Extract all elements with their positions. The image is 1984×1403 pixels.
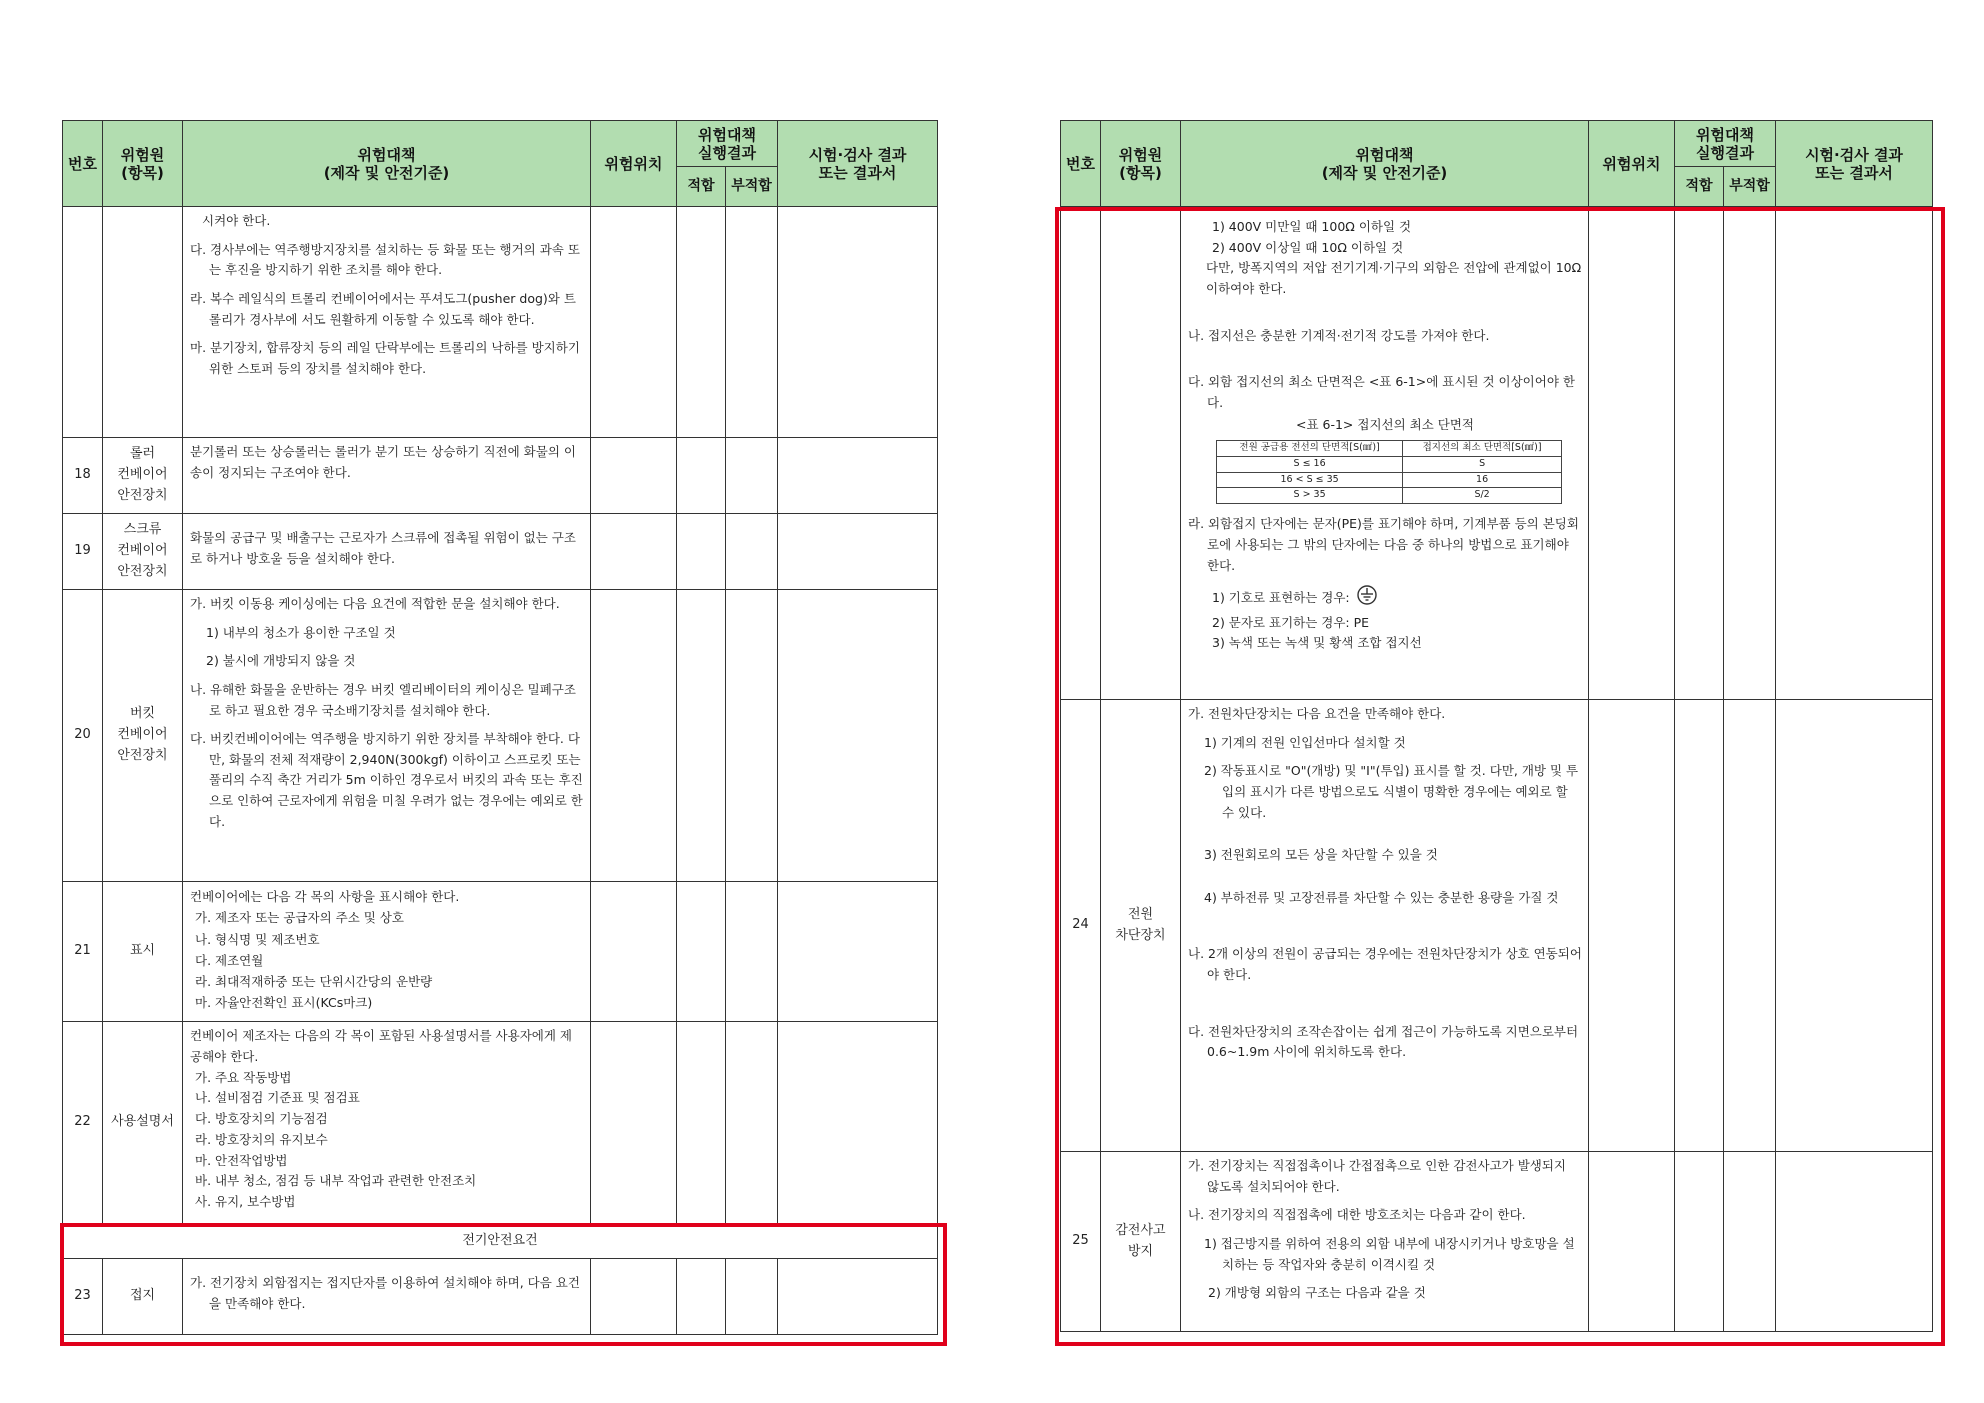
table-row-22 bbox=[63, 1022, 938, 1224]
right-page bbox=[1060, 120, 1933, 1332]
table-row-23 bbox=[63, 1259, 938, 1335]
ground-wire-table: 전원 공급용 전선의 단면적[S(㎟)] 접지선의 최소 단면적[S(㎟)] S ≤ 16 S 16 < S ≤ 35 16 S > 35 S/2 bbox=[1216, 440, 1562, 504]
measure-text: 화물의 공급구 및 배출구는 근로자가 스크류에 접촉될 위험이 없는 구조로 하거나 방호울 등을 설치해야 한다. bbox=[183, 514, 591, 590]
measure-text: 분기롤러 또는 상승롤러는 롤러가 분기 또는 상승하기 직전에 화물의 이송이 정지되는 구조여야 한다. bbox=[183, 438, 591, 514]
left-page bbox=[62, 120, 938, 1335]
header-hazard: 위험원 (항목) bbox=[103, 121, 183, 207]
row-number: 18 bbox=[63, 438, 103, 514]
header-num: 번호 bbox=[1061, 121, 1101, 207]
header-fail: 부적합 bbox=[1724, 167, 1776, 207]
table-row-17-cont bbox=[63, 207, 938, 438]
header-hazard: 위험원 (항목) bbox=[1101, 121, 1181, 207]
hazard-item: 접지 bbox=[103, 1259, 183, 1335]
header-num: 번호 bbox=[63, 121, 103, 207]
row-number: 23 bbox=[63, 1259, 103, 1335]
section-title: 전기안전요건 bbox=[63, 1224, 938, 1259]
hazard-item: 전원 차단장치 bbox=[1101, 700, 1181, 1152]
table-row-24 bbox=[1061, 700, 1933, 1152]
header-pass: 적합 bbox=[677, 167, 726, 207]
hazard-item: 감전사고 방지 bbox=[1101, 1152, 1181, 1332]
row-number: 21 bbox=[63, 882, 103, 1022]
row-number: 19 bbox=[63, 514, 103, 590]
header-measure: 위험대책 (제작 및 안전기준) bbox=[183, 121, 591, 207]
hazard-item: 롤러 컨베이어 안전장치 bbox=[103, 438, 183, 514]
measure-text: 시켜야 한다. 다. 경사부에는 역주행방지장치를 설치하는 등 화물 또는 행거의 과속 또는 후진을 방지하기 위한 조치를 해야 한다. 라. 복수 레일식의 트롤리 컨베이어에서는 푸셔도그(pusher dog)와 트롤리가 경사부에 서도 원활하게 이동할 수 있도록 해야 한다. 마. 분기장치, 합류장치 등의 레일 단락부에는 트롤리의 낙하를 방지하기 위한 스토퍼 등의 장치를 설치해야 한다. bbox=[183, 207, 591, 438]
left-hazard-table bbox=[62, 120, 938, 1335]
right-hazard-table bbox=[1060, 120, 1933, 1332]
hazard-item: 사용설명서 bbox=[103, 1022, 183, 1224]
table-row-19 bbox=[63, 514, 938, 590]
header-measure: 위험대책 (제작 및 안전기준) bbox=[1181, 121, 1589, 207]
header-location: 위험위치 bbox=[591, 121, 677, 207]
table-row-20 bbox=[63, 590, 938, 882]
hazard-item: 버킷 컨베이어 안전장치 bbox=[103, 590, 183, 882]
measure-text: 가. 전기장치는 직접접촉이나 간접접촉으로 인한 감전사고가 발생되지 않도록 설치되어야 한다. 나. 전기장치의 직접접촉에 대한 방호조치는 다음과 같이 한다. 1) 접근방지를 위하여 전용의 외함 내부에 내장시키거나 방호망을 설치하는 등 작업자와 충분히 이격시킬 것 2) 개방형 외함의 구조는 다음과 같을 것 bbox=[1181, 1152, 1589, 1332]
row-number: 20 bbox=[63, 590, 103, 882]
table-row-21 bbox=[63, 882, 938, 1022]
earth-ground-icon bbox=[1356, 584, 1378, 613]
hazard-item: 스크류 컨베이어 안전장치 bbox=[103, 514, 183, 590]
table-row-18 bbox=[63, 438, 938, 514]
table-row-23-cont bbox=[1061, 207, 1933, 700]
table-row-25 bbox=[1061, 1152, 1933, 1332]
header-pass: 적합 bbox=[1675, 167, 1724, 207]
inner-table-caption: <표 6-1> 접지선의 최소 단면적 bbox=[1295, 417, 1474, 433]
header-result: 위험대책 실행결과 bbox=[1675, 121, 1776, 167]
measure-text: 가. 전기장치 외함접지는 접지단자를 이용하여 설치해야 하며, 다음 요건을 만족해야 한다. bbox=[183, 1259, 591, 1335]
section-row bbox=[63, 1224, 938, 1259]
measure-text: 1) 400V 미만일 때 100Ω 이하일 것 2) 400V 이상일 때 10Ω 이하일 것 다만, 방폭지역의 저압 전기기계·기구의 외함은 전압에 관계없이 10Ω 이하여야 한다. 나. 접지선은 충분한 기계적·전기적 강도를 가져야 한다. 다. 외함 접지선의 최소 단면적은 <표 6-1>에 표시된 것 이상이어야 한다. <표 6-1> 접지선의 최소 단면적 전원 공급용 전선의 단면적[S(㎟)] 접지선의 최소 단면적[S(㎟)] S ≤ 16 S 16 < S ≤ 35 16 S > 35 S/2 라. 외함접지 단자에는 문자(PE)를 표기해야 하며, 기계부품 등의 본딩회로에 사용되는 그 밖의 단자에는 다음 중 하나의 방법으로 표기해야 한다. 1) 기호로 표현하는 경우: 2) 문자로 표기하는 경우: PE 3) 녹색 또는 녹색 및 황색 조합 접지선 bbox=[1181, 207, 1589, 700]
header-fail: 부적합 bbox=[726, 167, 778, 207]
header-test: 시험·검사 결과 또는 결과서 bbox=[778, 121, 938, 207]
header-test: 시험·검사 결과 또는 결과서 bbox=[1776, 121, 1933, 207]
row-number: 24 bbox=[1061, 700, 1101, 1152]
hazard-item: 표시 bbox=[103, 882, 183, 1022]
header-location: 위험위치 bbox=[1589, 121, 1675, 207]
measure-text: 컨베이어 제조자는 다음의 각 목이 포함된 사용설명서를 사용자에게 제공해야 한다. 가. 주요 작동방법 나. 설비점검 기준표 및 점검표 다. 방호장치의 기능점검 라. 방호장치의 유지보수 마. 안전작업방법 바. 내부 청소, 점검 등 내부 작업과 관련한 안전조치 사. 유지, 보수방법 bbox=[183, 1022, 591, 1224]
row-number: 25 bbox=[1061, 1152, 1101, 1332]
row-number: 22 bbox=[63, 1022, 103, 1224]
measure-text: 가. 전원차단장치는 다음 요건을 만족해야 한다. 1) 기계의 전원 인입선마다 설치할 것 2) 작동표시로 "O"(개방) 및 "I"(투입) 표시를 할 것. 다만, 개방 및 투입의 표시가 다른 방법으로도 식별이 명확한 경우에는 예외로 할 수 있다. 3) 전원회로의 모든 상을 차단할 수 있을 것 4) 부하전류 및 고장전류를 차단할 수 있는 충분한 용량을 가질 것 나. 2개 이상의 전원이 공급되는 경우에는 전원차단장치가 상호 연동되어야 한다. 다. 전원차단장치의 조작손잡이는 쉽게 접근이 가능하도록 지면으로부터 0.6~1.9m 사이에 위치하도록 한다. bbox=[1181, 700, 1589, 1152]
measure-text: 컨베이어에는 다음 각 목의 사항을 표시해야 한다. 가. 제조자 또는 공급자의 주소 및 상호 나. 형식명 및 제조번호 다. 제조연월 라. 최대적재하중 또는 단위시간당의 운반량 마. 자율안전확인 표시(KCs마크) bbox=[183, 882, 591, 1022]
measure-text: 가. 버킷 이동용 케이싱에는 다음 요건에 적합한 문을 설치해야 한다. 1) 내부의 청소가 용이한 구조일 것 2) 불시에 개방되지 않을 것 나. 유해한 화물을 운반하는 경우 버킷 엘리베이터의 케이싱은 밀폐구조로 하고 필요한 경우 국소배기장치를 설치해야 한다. 다. 버킷컨베이어에는 역주행을 방지하기 위한 장치를 부착해야 한다. 다만, 화물의 전체 적재량이 2,940N(300kgf) 이하이고 스프로킷 또는 풀리의 수직 축간 거리가 5m 이하인 경우로서 버킷의 과속 또는 후진으로 인하여 근로자에게 위험을 미칠 우려가 없는 경우에는 예외로 한다. bbox=[183, 590, 591, 882]
header-result: 위험대책 실행결과 bbox=[677, 121, 778, 167]
